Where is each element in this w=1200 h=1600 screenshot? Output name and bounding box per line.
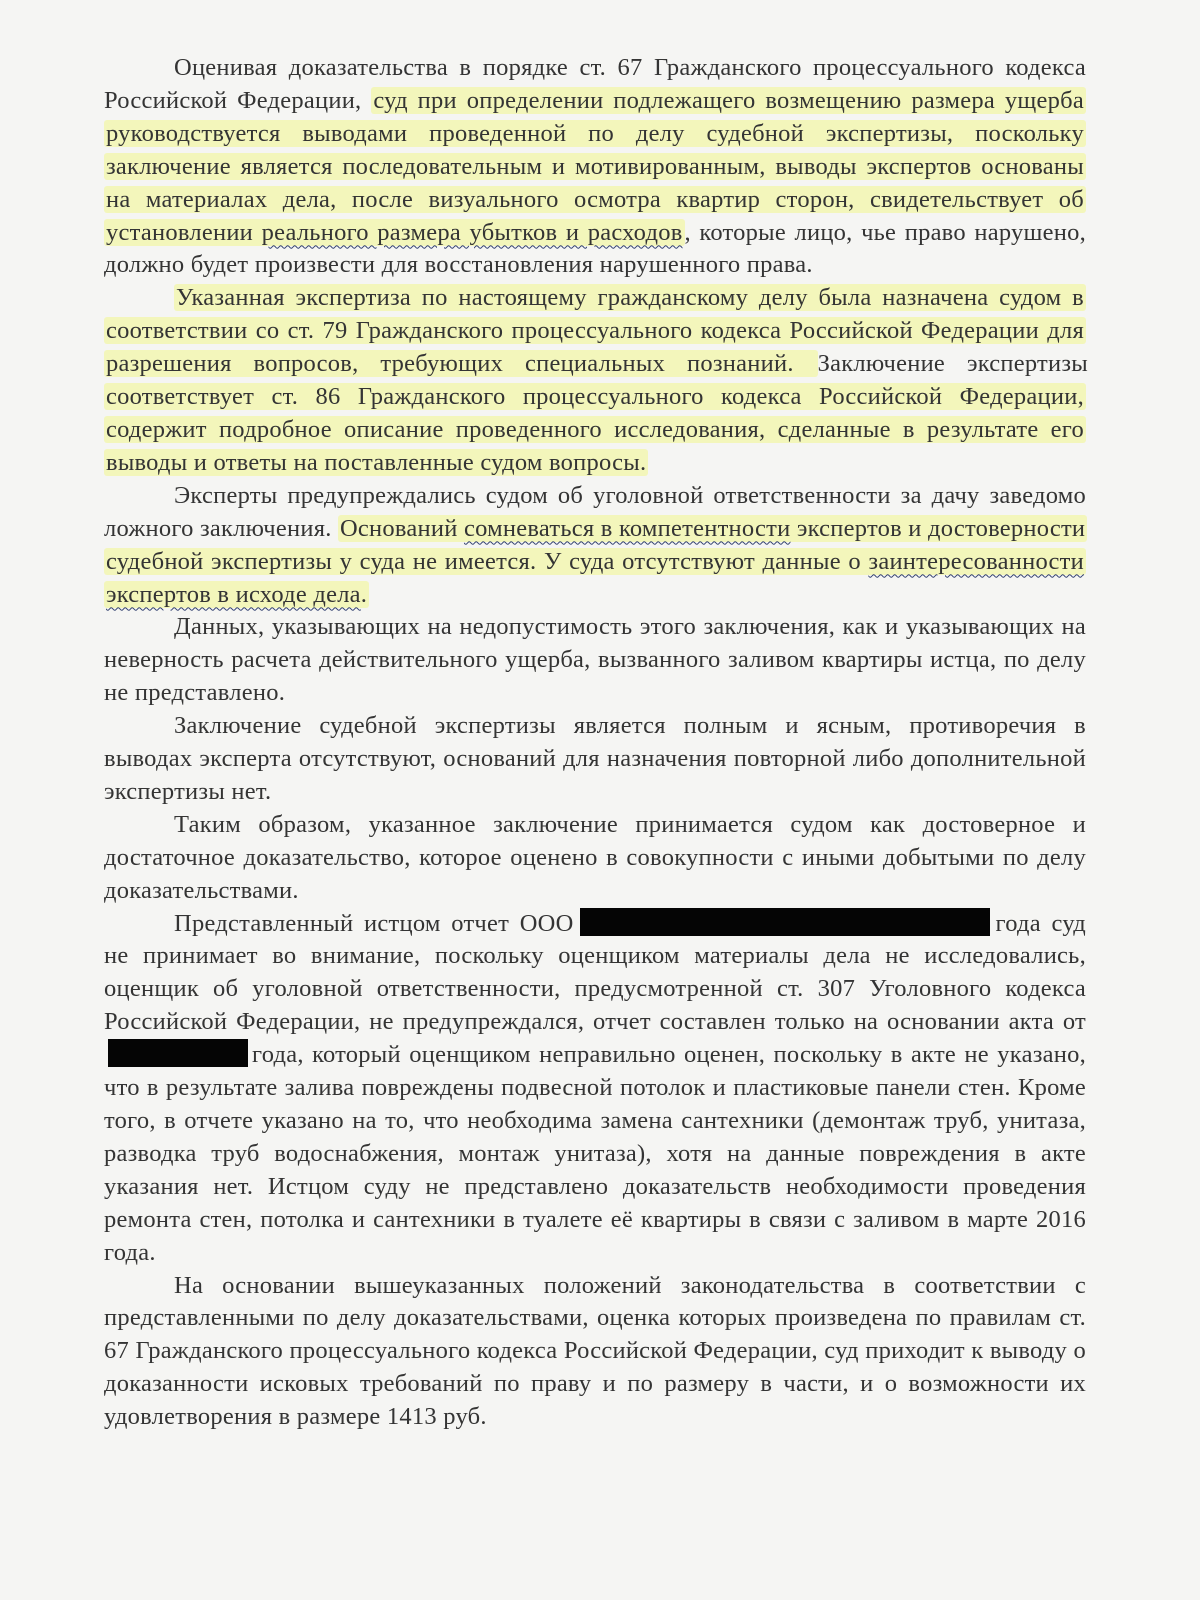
highlighted-text: содержит подробное описание проведенного исследования, сделанные в результате его выводы и ответы на поставленные судом вопросы. [106, 415, 1084, 476]
text-fragment: суд при определении подлежащего возмещению размера ущерба [373, 86, 1085, 114]
text-fragment: экспертов и достоверности судебной экспертизы у суда не имеется. У суда отсутствуют данные о [106, 514, 1086, 575]
wavy-underlined-text: заинтересованности экспертов в исходе дела [106, 547, 1084, 608]
paragraph-6: Таким образом, указанное заключение принимается судом как достоверное и достаточное доказательство, которое оценено в совокупности с иными добытыми по делу доказательствами. [104, 810, 1086, 904]
text-fragment: Эксперты предупреждались судом об уголовной ответственности за дачу заведомо ложного заключения. [104, 481, 1086, 542]
paragraph-3 [104, 480, 1086, 612]
wavy-underlined-text: сомневаться в компетентности [463, 514, 791, 542]
highlighted-text: соответствует ст. 86 Гражданского процессуального кодекса Российской Федерации, [106, 383, 1084, 411]
text-fragment: года, который оценщиком неправильно оценен, поскольку в акте не указано, что в результате залива повреждены подвесной потолок и пластиковые панели стен. Кроме того, в отчете указано на то, что необходима замена сантехники (демонтаж труб, унитаза, разводка труб водоснабжения, монтаж унитаза), хотя на данные повреждения в акте указания нет. Истцом суду не представлено доказательств необходимости проведения ремонта стен, потолка и сантехники в туалете её квартиры в связи с заливом в марте 2016 года. [104, 1041, 1086, 1266]
text-fragment: Оснований [339, 514, 464, 542]
paragraph-2 [104, 282, 1086, 479]
paragraph-4: Данных, указывающих на недопустимость этого заключения, как и указывающих на неверность расчета действительного ущерба, вызванного заливом квартиры истца, по делу не представлено. [104, 613, 1086, 707]
paragraph-8: На основании вышеуказанных положений законодательства в соответствии с представленными по делу доказательствами, оценка которых произведена по правилам ст. 67 Гражданского процессуального кодекса Российской Федерации, суд приходит к выводу о доказанности исковых требований по праву и по размеру в части, и о возможности их удовлетворения в размере 1413 руб. [104, 1271, 1086, 1431]
paragraph-7 [104, 908, 1086, 1270]
text-fragment: Представленный истцом отчет ООО [174, 909, 574, 937]
text-fragment: Оценивая доказательства в порядке ст. 67 Гражданского процессуального кодекса Российской Федерации, [104, 54, 1086, 114]
highlighted-text: Указанная экспертиза по настоящему гражданскому делу была назначена судом в соответствии со ст. 79 Гражданского процессуального кодекса Российской Федерации для разрешения вопросов, требующих специальных познаний. [106, 284, 1084, 378]
highlighted-text [371, 87, 1086, 114]
wavy-underlined-text: реального размера убытков и расходов [261, 218, 683, 246]
text-fragment: руководствуется выводами проведенной по делу судебной экспертизы, поскольку заключение является последовательным и мотивированным, выводы экспертов основаны на материалах дела, после визуального осмотра квартир сторон, свидетельствует об установлении [106, 119, 1084, 246]
text-fragment: года суд не принимает во внимание, поскольку оценщиком материалы дела не исследовались, оценщик об уголовной ответственности, предусмотренной ст. 307 Уголовного кодекса Российской Федерации, не предупреждался, отчет составлен только на основании акта от [104, 909, 1087, 1036]
text-fragment: , которые лицо, чье право нарушено, должно будет произвести для восстановления нарушенного права. [104, 218, 1086, 279]
redaction-bar [580, 908, 990, 936]
document-body [104, 52, 1086, 1434]
text-fragment: . [360, 580, 368, 608]
text-fragment: Заключение экспертизы [817, 350, 1088, 378]
redaction-bar [108, 1039, 248, 1067]
paragraph-1 [104, 52, 1086, 282]
paragraph-5: Заключение судебной экспертизы является полным и ясным, противоречия в выводах эксперта отсутствуют, оснований для назначения повторной либо дополнительной экспертизы нет. [104, 712, 1086, 805]
